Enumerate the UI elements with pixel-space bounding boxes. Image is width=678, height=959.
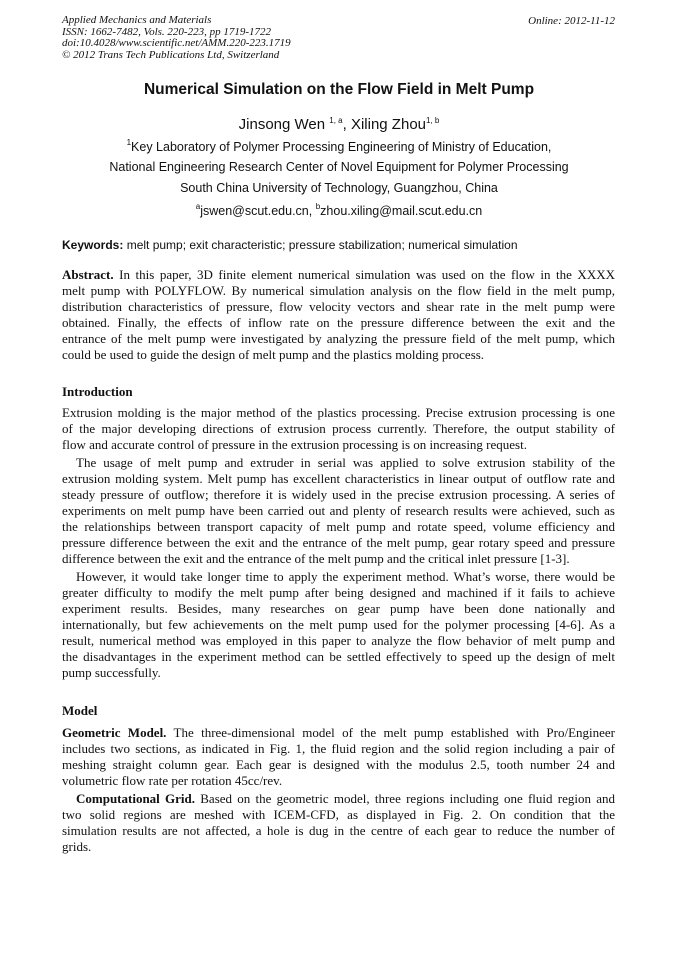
affiliation-line-3: South China University of Technology, Guangzhou, China [180, 181, 498, 195]
text-line [62, 299, 615, 315]
line-text: However, it would take longer time to apply the experiment method. What’s worse, there would be [76, 569, 615, 584]
issn: ISSN: 1662-7482, Vols. 220-223, pp 1719-1722 [62, 25, 271, 38]
text-line [62, 585, 615, 601]
text-line [62, 405, 615, 421]
line-text: simulation results are not affected, a hole is dug in the centre of each gear to reduce the number of [62, 823, 615, 838]
keywords-label: Keywords: [62, 238, 124, 252]
line-text: In this paper, 3D finite element numerical simulation was used on the flow in the XXXX [113, 267, 615, 282]
introduction-heading: Introduction [62, 384, 133, 399]
text-line [62, 283, 615, 299]
text-line [62, 725, 615, 741]
email-a-sup: a [195, 202, 201, 211]
line-text: extrusion molding system. Melt pump has excellent characteristics in linear output of outflow rate and [62, 471, 615, 486]
line-text: distribution characteristics of pressure, flow velocity vectors and shear rate in the melt pump were [62, 299, 615, 314]
line-text: pressure difference between the exit and the entrance of the melt pump, gear rotary speed and pressure [62, 535, 615, 550]
text-line [62, 455, 615, 471]
author-2: Xiling Zhou [350, 116, 426, 133]
text-line [62, 503, 615, 519]
text-line [62, 421, 615, 437]
line-text: obtained. Finally, the effects of inflow rate on the pressure difference between the exit and the [62, 315, 615, 330]
computational-grid-paragraph [62, 791, 615, 855]
line-text: steady pressure of outflow; therefore it is widely used in the precise extrusion processing. A series of [62, 487, 615, 502]
line-text: includes two sections, as indicated in Fig. 1, the fluid region and the solid region including a pair of [62, 741, 615, 756]
line-text: The usage of melt pump and extruder in serial was applied to solve extrusion stability of the [76, 455, 615, 470]
aff-sup: 1 [126, 138, 132, 147]
text-line [62, 315, 615, 331]
affiliation-line-2: National Engineering Research Center of Novel Equipment for Polymer Processing [109, 160, 569, 174]
text-line [62, 347, 615, 363]
aff-text-1: Key Laboratory of Polymer Processing Engineering of Ministry of Education, [131, 140, 552, 154]
line-text: volumetric flow rate per rotation 45cc/rev. [62, 773, 283, 788]
keywords [62, 238, 518, 252]
emails [0, 202, 678, 218]
text-line [62, 839, 615, 855]
text-line [62, 267, 615, 283]
line-text: grids. [62, 839, 92, 854]
author-1: Jinsong Wen [238, 116, 330, 133]
copyright: © 2012 Trans Tech Publications Ltd, Switzerland [62, 48, 280, 61]
text-line [62, 807, 615, 823]
line-text: The three-dimensional model of the melt pump established with Pro/Engineer [166, 725, 615, 740]
line-text: internationally, but few achievements on the melt pump used for the polymer processing [4-6]. As a [62, 617, 615, 632]
email-b-sup: b [315, 202, 321, 211]
line-text: entrance of the melt pump were investigated by analyzing the pressure field of the melt pump, which [62, 331, 615, 346]
text-line [62, 487, 615, 503]
author-1-sup: 1, a [329, 116, 343, 125]
email-a: jswen@scut.edu.cn, [200, 204, 316, 218]
line-text: could be used to guide the design of melt pump and the plastics molding process. [62, 347, 485, 362]
text-line [62, 471, 615, 487]
geometric-model-paragraph [62, 725, 615, 789]
line-text: meshing straight column gear. Each gear is designed with the modulus 2.5, tooth number 24 and [62, 757, 615, 772]
line-text: Based on the geometric model, three regions including one fluid region and [195, 791, 615, 806]
line-text: experiments on melt pump have been carried out and plenty of research results were achieved, such as [62, 503, 615, 518]
journal-header [62, 15, 291, 61]
paper-title: Numerical Simulation on the Flow Field in Melt Pump [143, 81, 535, 98]
online-date: Online: 2012-11-12 [528, 15, 615, 27]
line-text: flow and accurate control of pressure in the extrusion processing is on increasing request. [62, 437, 527, 452]
author-2-sup: 1, b [426, 116, 440, 125]
line-text: Extrusion molding is the major method of the plastics processing. Precise extrusion processing is one [62, 405, 615, 420]
line-text: the relationships between transport capacity of melt pump and rotate speed, volume efficiency and [62, 519, 615, 534]
text-line [62, 823, 615, 839]
doi: doi:10.4028/www.scientific.net/AMM.220-223.1719 [62, 37, 291, 49]
text-line [62, 665, 615, 681]
text-line [62, 331, 615, 347]
line-text: difference between the exit and the entrance of the melt pump and the critical inlet pressure [1-3]. [62, 551, 570, 566]
run-in-heading: Abstract. [62, 267, 114, 282]
text-line [62, 773, 615, 789]
journal-name: Applied Mechanics and Materials [62, 14, 212, 26]
text-line [62, 741, 615, 757]
text-line [62, 569, 615, 585]
line-text: two solid regions are meshed with ICEM-CFD, as displayed in Fig. 2. On condition that the [62, 807, 615, 822]
author-sep: , [342, 116, 351, 133]
email-b: zhou.xiling@mail.scut.edu.cn [320, 204, 483, 218]
line-text: of the major developing directions of extrusion process currently. Therefore, the output stability of [62, 421, 615, 436]
line-text: greater difficulty to modify the melt pump after being designed and machined if it fails to achieve [62, 585, 615, 600]
text-line [62, 757, 615, 773]
authors [0, 116, 678, 133]
affiliation-line-1 [0, 138, 678, 154]
intro-paragraph-1 [62, 405, 615, 453]
run-in-heading: Geometric Model. [62, 725, 167, 740]
line-text: result, numerical method was employed in this paper to analyze the flow behavior of melt pump and [62, 633, 615, 648]
line-text: pump successfully. [62, 665, 161, 680]
text-line [62, 551, 615, 567]
text-line [62, 633, 615, 649]
line-text: the disadvantages in the experiment method can be settled effectively to speed up the design of melt [62, 649, 615, 664]
text-line [62, 791, 615, 807]
text-line [62, 535, 615, 551]
keywords-text: melt pump; exit characteristic; pressure stabilization; numerical simulation [123, 238, 518, 252]
text-line [62, 617, 615, 633]
text-line [62, 519, 615, 535]
run-in-heading: Computational Grid. [76, 791, 196, 806]
intro-paragraph-2 [62, 455, 615, 567]
text-line [62, 601, 615, 617]
intro-paragraph-3 [62, 569, 615, 681]
text-line [62, 649, 615, 665]
line-text: melt pump with POLYFLOW. By numerical simulation analysis on the flow field in the melt pump, [62, 283, 615, 298]
line-text: experiment results. Besides, many researches on gear pump have been done nationally and [62, 601, 615, 616]
text-line [62, 437, 615, 453]
abstract [62, 267, 615, 363]
model-heading: Model [62, 703, 98, 718]
